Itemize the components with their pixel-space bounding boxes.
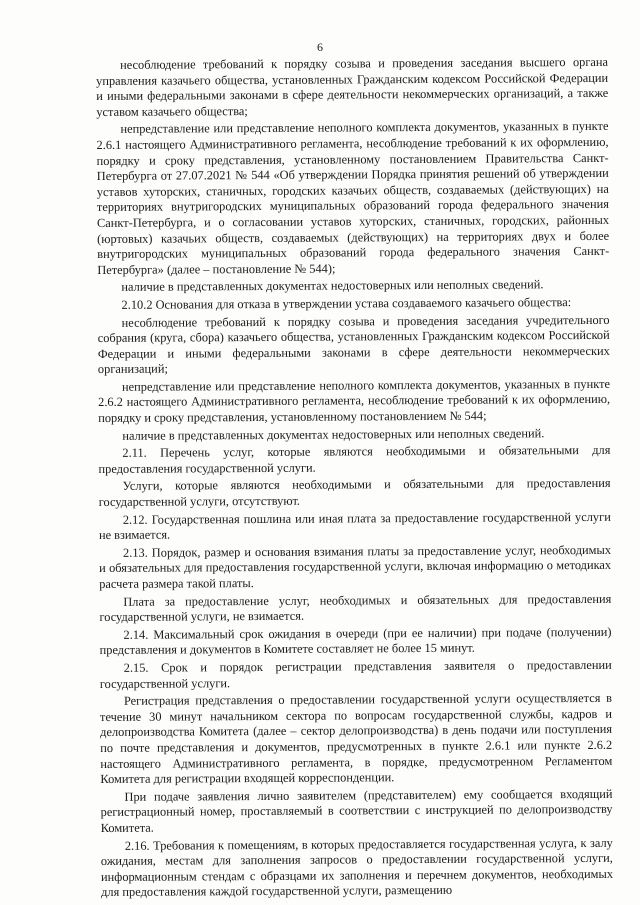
paragraph: 2.10.2 Основания для отказа в утверждении устава создаваемого казачьего общества: <box>121 295 572 312</box>
paragraph: 2.13. Порядок, размер и основания взимания платы за предоставление услуг, необходимых и обязательных для предоставления государственной услуги, включая информацию о методиках расчета размера такой платы. <box>99 542 612 591</box>
body-text <box>96 55 613 903</box>
paragraph: наличие в представленных документах недостоверных или неполных сведений. <box>121 277 544 295</box>
paragraph: Услуги, которые являются необходимыми и обязательными для предоставления государственной услуги, отсутствуют. <box>98 476 611 510</box>
paragraph: непредставление или представление неполного комплекта документов, указанных в пункте 2.6.1 настоящего Административного регламента, несоблюдение требований к их оформлению, порядку и сроку представления, установленному постановлением Правительства Санкт-Петербурга от 27.07.2021 № 544 «Об утверждении Порядка принятия решений об утверждении уставов хуторских, станичных, городских казачьих обществ, создаваемых (действующих) на территориях внутригородских муниципальных образований города федерального значения Санкт-Петербурга, и о согласовании уставов хуторских, станичных, городских, районных (юртовых) казачьих обществ, создаваемых (действующих) на территориях двух и более внутригородских муниципальных образований города федерального значения Санкт-Петербурга» (далее – постановление № 544); <box>96 119 610 277</box>
paragraph: Плата за предоставление услуг, необходимых и обязательных для предоставления государственной услуги, не взимается. <box>99 591 612 625</box>
paragraph: При подаче заявления лично заявителем (представителем) ему сообщается входящий регистрационный номер, проставляемый в соответствии с инструкцией по делопроизводству Комитета. <box>100 786 613 835</box>
paragraph: наличие в представленных документах недостоверных или неполных сведений. <box>122 425 545 443</box>
page-number: 6 <box>317 40 323 54</box>
paragraph: 2.14. Максимальный срок ожидания в очереди (при ее наличии) при подаче (получении) представления и документов в Комитете составляет не более 15 минут. <box>99 624 612 658</box>
paragraph: несоблюдение требований к порядку созыва и проведения заседания высшего органа управления казачьего общества, установленных Гражданским кодексом Российской Федерации и иными федеральными законами в сфере деятельности некоммерческих организаций, а также уставом казачьего общества; <box>96 54 609 119</box>
paragraph: 2.11. Перечень услуг, которые являются необходимыми и обязательными для предоставления государственной услуги. <box>98 443 611 476</box>
paragraph: 2.15. Срок и порядок регистрации представления заявителя о предоставлении государственной услуги. <box>99 657 612 691</box>
paragraph: Регистрация представления о предоставлении государственной услуги осуществляется в течение 30 минут начальником сектора по вопросам государственной службы, кадров и делопроизводства Комитета (далее – сектор делопроизводства) в день подачи или поступления по почте представления и документов, предусмотренных в пункте 2.6.1 или пункте 2.6.2 настоящего Административного регламента, в порядке, предусмотренном Регламентом Комитета для регистрации входящей корреспонденции. <box>99 691 613 787</box>
paragraph: 2.16. Требования к помещениям, в которых предоставляется государственная услуга, к залу ожидания, местам для заполнения запросов о предоставлении государственной услуги, информационным стендам с образцами их заполнения и перечнем документов, необходимых для предоставления каждой государственной услуги, размещению <box>100 835 614 900</box>
paragraph: непредставление или представление неполного комплекта документов, указанных в пункте 2.6.2 настоящего Административного регламента, несоблюдение требований к их оформлению, порядку и сроку представления, установленному постановлением № 544; <box>98 376 611 426</box>
paragraph: несоблюдение требований к порядку созыва и проведения заседания учредительного собрания (круга, сбора) казачьего общества, установленных Гражданским кодексом Российской Федерации и иными федеральными законами в сфере деятельности некоммерческих организаций; <box>97 312 610 377</box>
paragraph: 2.12. Государственная пошлина или иная плата за предоставление государственной услуги не взимается. <box>98 509 611 543</box>
